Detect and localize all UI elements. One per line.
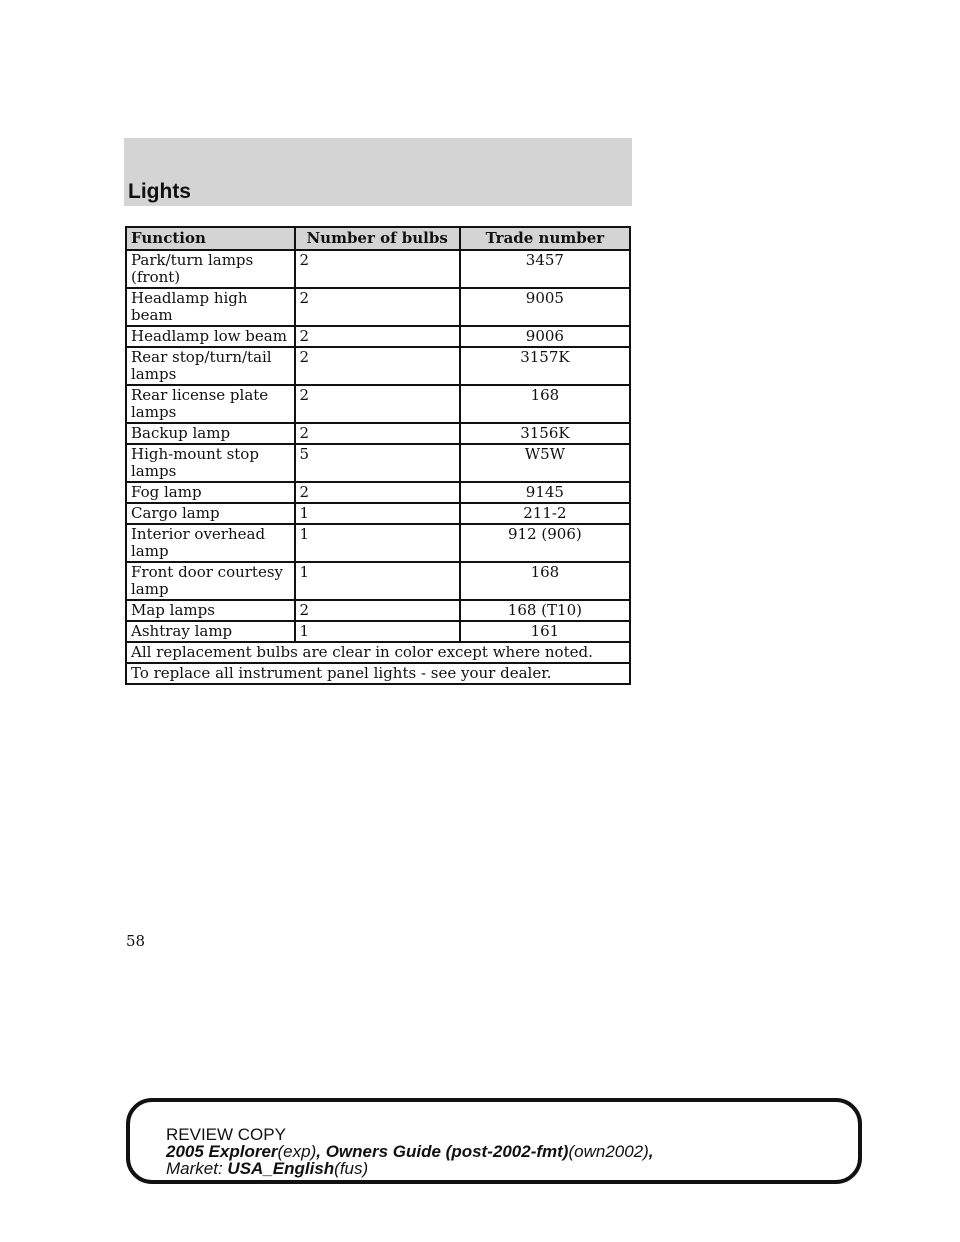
- table-row: [126, 562, 630, 600]
- row-function: Front door courtesy lamp: [126, 562, 295, 600]
- table-row: [126, 385, 630, 423]
- table-row: [126, 326, 630, 347]
- row-function: Map lamps: [126, 600, 295, 621]
- row-trade-number: 3457: [460, 250, 630, 288]
- row-function: Headlamp high beam: [126, 288, 295, 326]
- row-bulb-count: 1: [295, 562, 460, 600]
- column-header-trade: Trade number: [460, 227, 630, 250]
- row-function: Interior overhead lamp: [126, 524, 295, 562]
- table-header-row: [126, 227, 630, 250]
- row-function: High-mount stop lamps: [126, 444, 295, 482]
- model-line: 2005 Explorer(exp), Owners Guide (post-2002-fmt)(own2002),: [166, 1142, 654, 1161]
- row-function: Backup lamp: [126, 423, 295, 444]
- table-row: [126, 250, 630, 288]
- review-copy-line: REVIEW COPY: [166, 1125, 286, 1144]
- row-bulb-count: 1: [295, 621, 460, 642]
- section-header-band: [124, 138, 632, 206]
- table-note-row: [126, 663, 630, 684]
- column-header-bulbs: Number of bulbs: [295, 227, 460, 250]
- page-number: 58: [126, 932, 146, 950]
- row-bulb-count: 1: [295, 503, 460, 524]
- row-bulb-count: 2: [295, 423, 460, 444]
- row-trade-number: 3156K: [460, 423, 630, 444]
- bulb-specification-table: [125, 226, 631, 685]
- table-note-row: [126, 642, 630, 663]
- row-trade-number: 9005: [460, 288, 630, 326]
- table-row: [126, 347, 630, 385]
- row-function: Fog lamp: [126, 482, 295, 503]
- row-function: Cargo lamp: [126, 503, 295, 524]
- row-bulb-count: 2: [295, 600, 460, 621]
- row-bulb-count: 2: [295, 347, 460, 385]
- row-trade-number: W5W: [460, 444, 630, 482]
- row-trade-number: 3157K: [460, 347, 630, 385]
- row-trade-number: 168 (T10): [460, 600, 630, 621]
- row-function: Park/turn lamps (front): [126, 250, 295, 288]
- table-row: [126, 423, 630, 444]
- table-row: [126, 503, 630, 524]
- table-row: [126, 600, 630, 621]
- table-row: [126, 482, 630, 503]
- row-function: Rear stop/turn/tail lamps: [126, 347, 295, 385]
- row-bulb-count: 2: [295, 482, 460, 503]
- section-title: Lights: [128, 180, 191, 203]
- row-bulb-count: 2: [295, 288, 460, 326]
- table-note: To replace all instrument panel lights - see your dealer.: [126, 663, 630, 684]
- row-trade-number: 161: [460, 621, 630, 642]
- row-bulb-count: 2: [295, 385, 460, 423]
- row-trade-number: 168: [460, 562, 630, 600]
- row-function: Rear license plate lamps: [126, 385, 295, 423]
- table-row: [126, 621, 630, 642]
- row-bulb-count: 2: [295, 250, 460, 288]
- table-note: All replacement bulbs are clear in color except where noted.: [126, 642, 630, 663]
- row-trade-number: 211-2: [460, 503, 630, 524]
- row-function: Headlamp low beam: [126, 326, 295, 347]
- row-trade-number: 912 (906): [460, 524, 630, 562]
- row-bulb-count: 2: [295, 326, 460, 347]
- table-row: [126, 524, 630, 562]
- row-bulb-count: 1: [295, 524, 460, 562]
- column-header-function: Function: [126, 227, 295, 250]
- row-trade-number: 9145: [460, 482, 630, 503]
- row-bulb-count: 5: [295, 444, 460, 482]
- row-trade-number: 9006: [460, 326, 630, 347]
- table-row: [126, 288, 630, 326]
- market-line: Market: USA_English(fus): [166, 1159, 369, 1178]
- row-function: Ashtray lamp: [126, 621, 295, 642]
- table-row: [126, 444, 630, 482]
- row-trade-number: 168: [460, 385, 630, 423]
- review-copy-text: [166, 1126, 654, 1177]
